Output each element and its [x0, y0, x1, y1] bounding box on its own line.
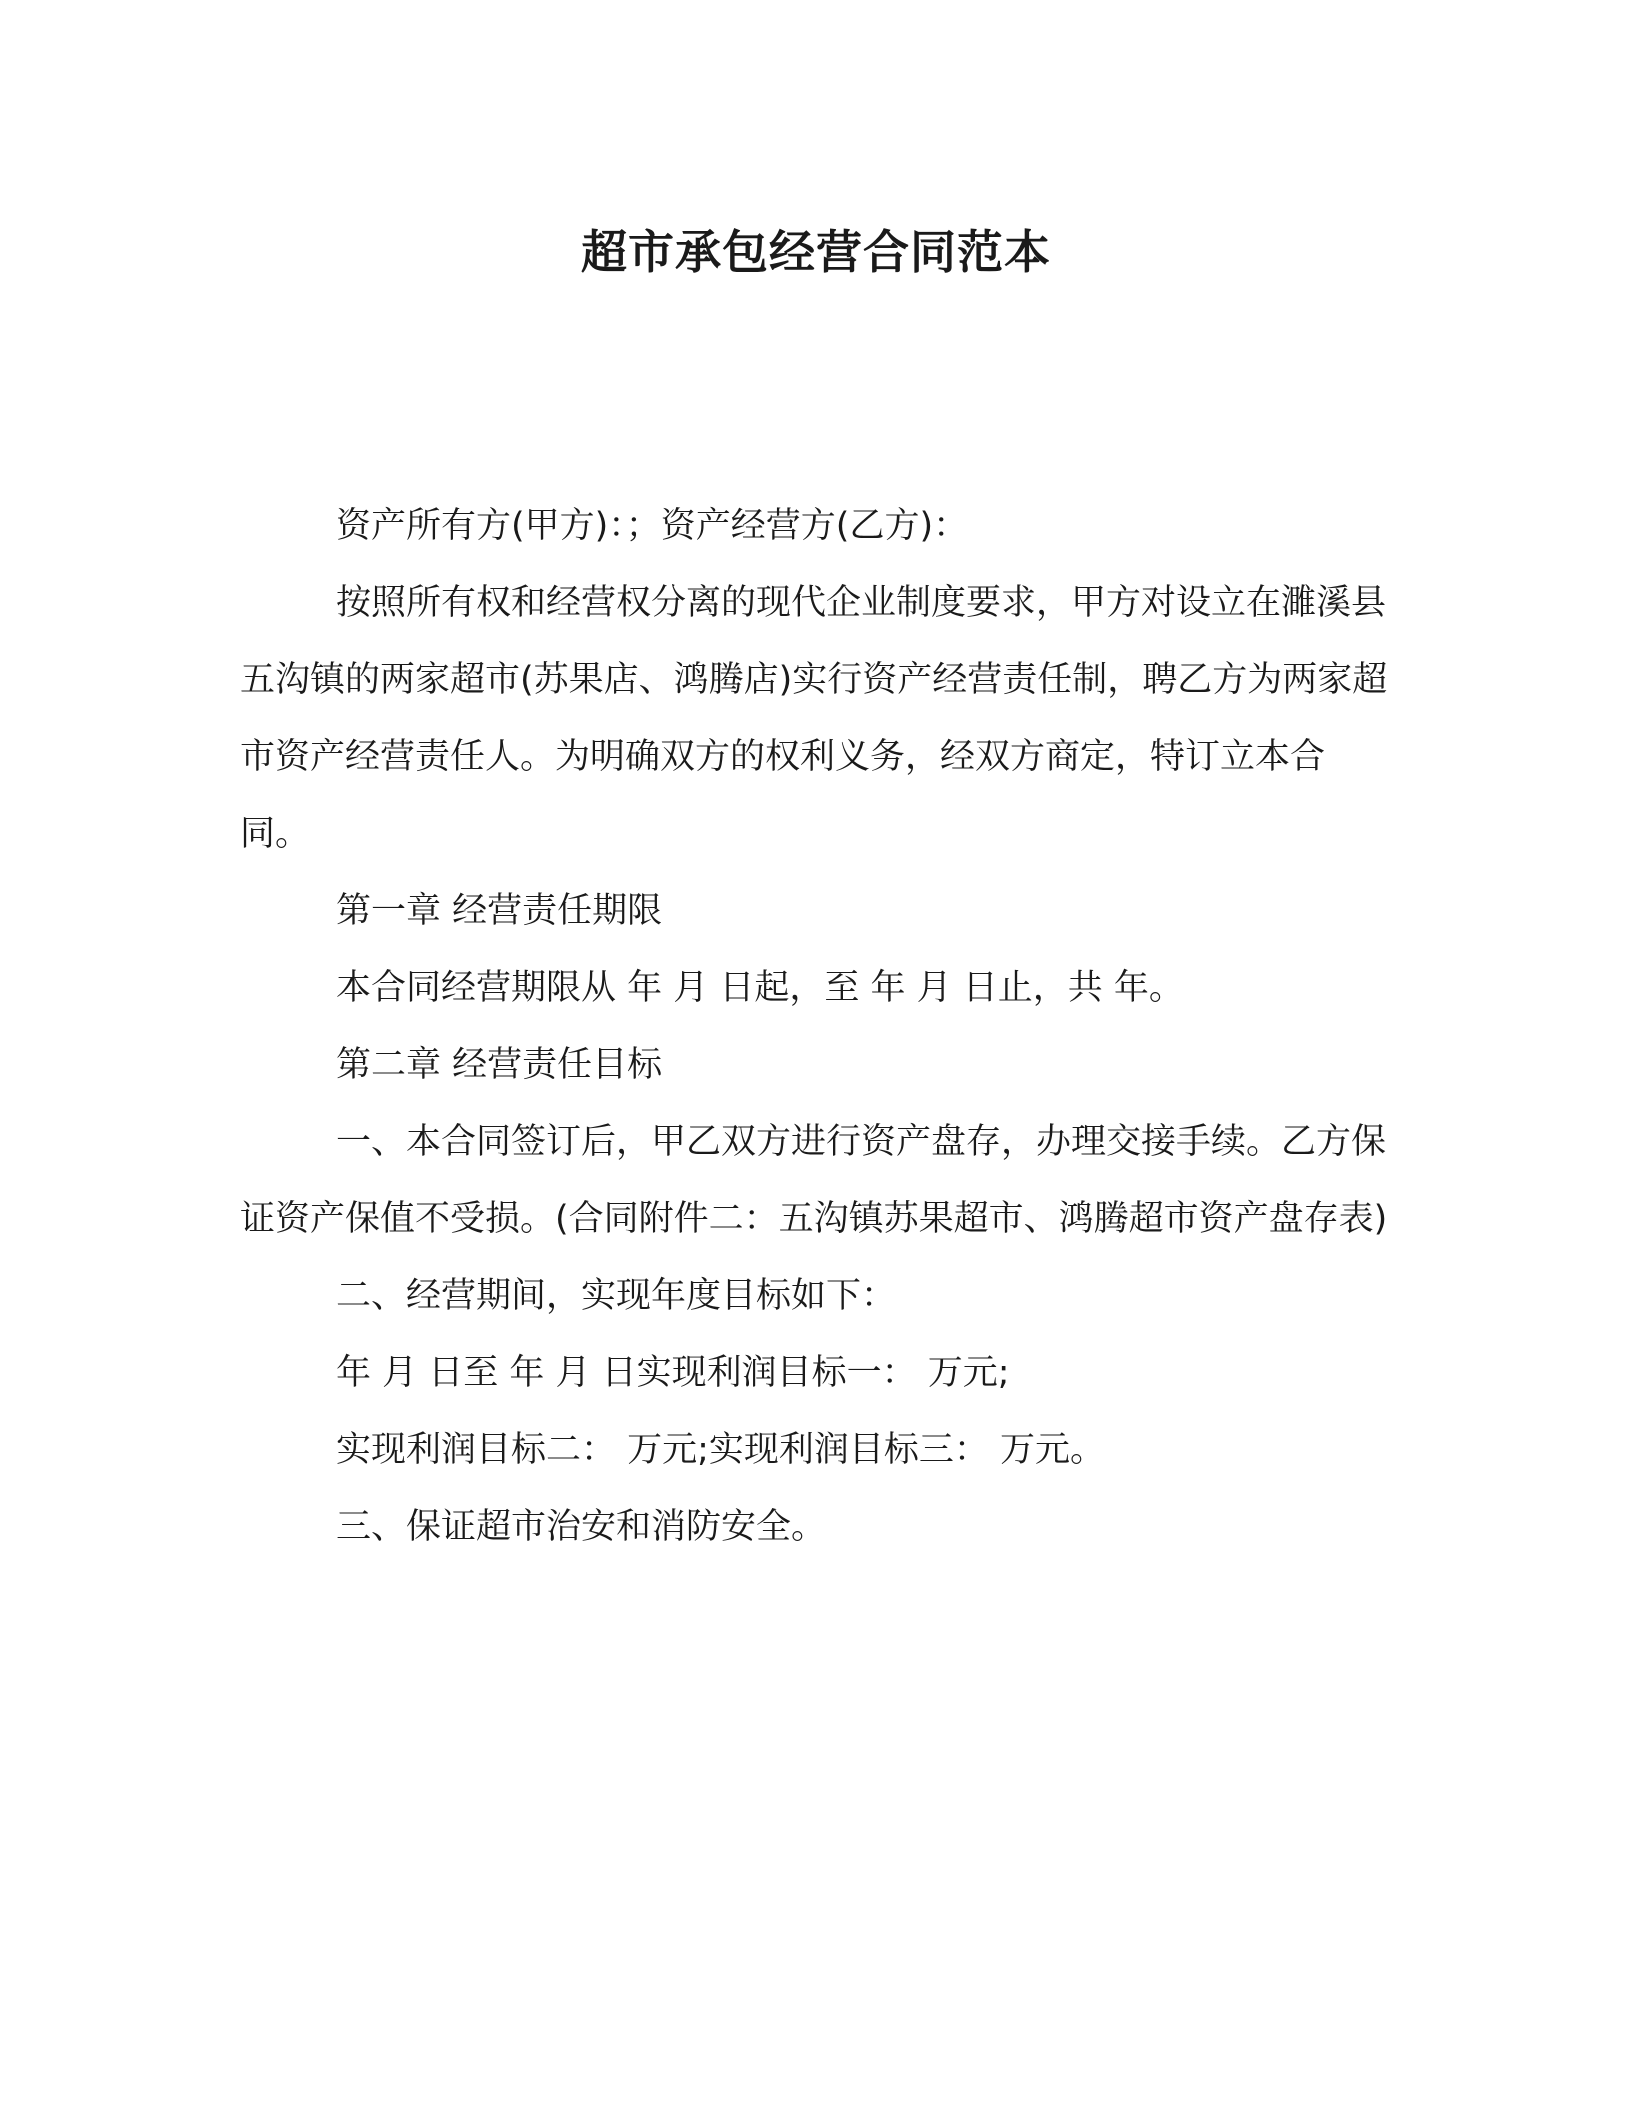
document-body — [240, 488, 1390, 1566]
parties-line: 资产所有方(甲方)：；资产经营方(乙方)： — [336, 506, 969, 546]
term-paragraph: 本合同经营期限从 年 月 日起，至 年 月 日止，共 年。 — [336, 968, 1184, 1008]
chapter-2-heading: 第二章 经营责任目标 — [336, 1045, 663, 1085]
clause-2-paragraph: 二、经营期间，实现年度目标如下： — [336, 1276, 897, 1316]
preamble-paragraph: 按照所有权和经营权分离的现代企业制度要求，甲方对设立在濉溪县五沟镇的两家超市(苏果店、鸿腾店)实行资产经营责任制，聘乙方为两家超市资产经营责任人。为明确双方的权利义务，经双方商定，特订立本合同。 — [240, 583, 1388, 854]
clause-1-paragraph: 一、本合同签订后，甲乙双方进行资产盘存，办理交接手续。乙方保证资产保值不受损。(合同附件二：五沟镇苏果超市、鸿腾超市资产盘存表) — [240, 1122, 1388, 1239]
profit-target-2-3-line: 实现利润目标二： 万元;实现利润目标三： 万元。 — [336, 1430, 1106, 1470]
profit-target-1-line: 年 月 日至 年 月 日实现利润目标一： 万元; — [336, 1353, 1010, 1393]
document-title: 超市承包经营合同范本 — [581, 225, 1051, 279]
clause-3-paragraph: 三、保证超市治安和消防安全。 — [336, 1507, 827, 1547]
chapter-1-heading: 第一章 经营责任期限 — [336, 891, 663, 931]
